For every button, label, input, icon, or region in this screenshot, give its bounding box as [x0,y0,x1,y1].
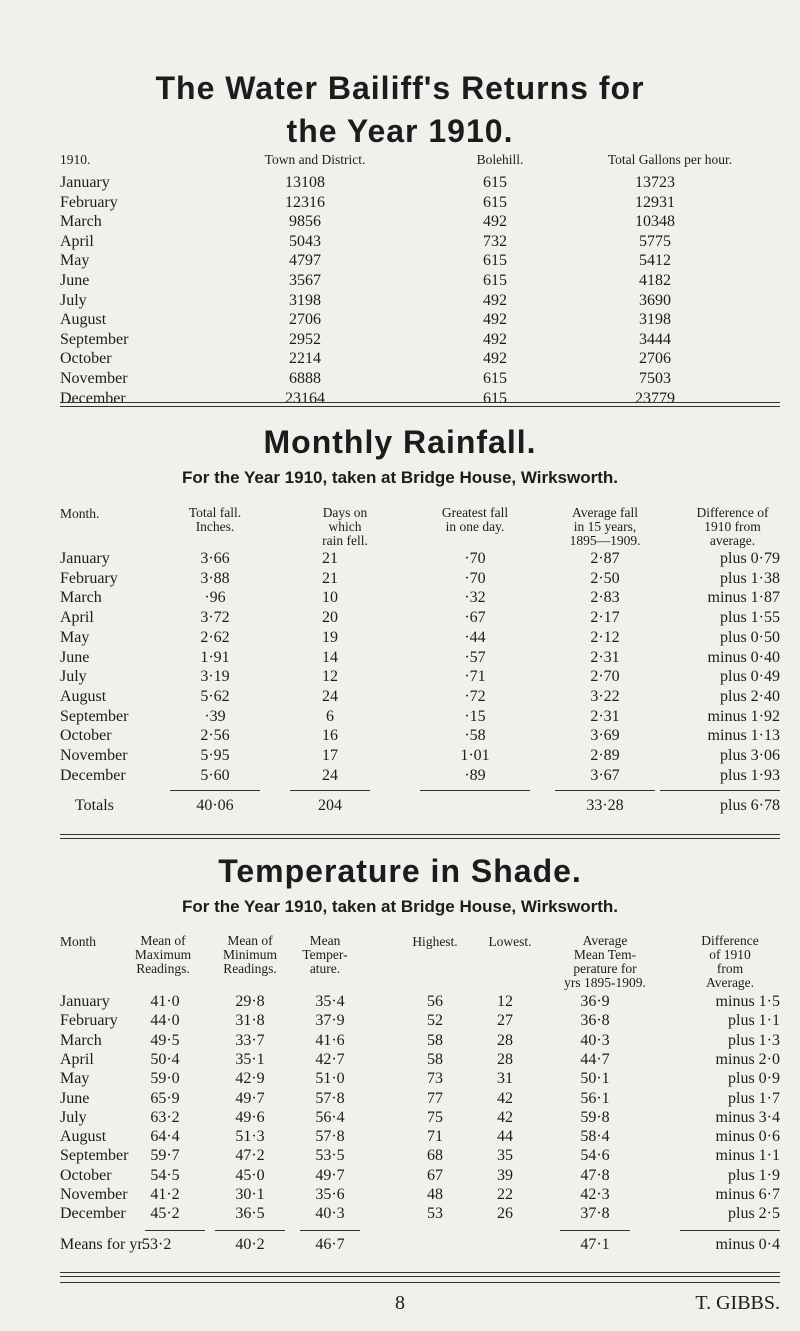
temperature-value: 28 [497,1031,513,1049]
temperature-value: 57·8 [315,1089,345,1107]
month-label: February [60,193,118,211]
rainfall-header: Total fall. Inches. [188,505,242,534]
rainfall-value: 14 [322,648,338,666]
temperature-header: Mean of Maximum Readings. [134,933,192,976]
month-label: November [60,747,128,764]
month-label: July [60,291,87,309]
temperature-value: 39 [497,1166,513,1184]
rainfall-value: 2·70 [590,668,620,686]
temperature-value: 30·1 [235,1186,265,1203]
water-value: 13723 [635,174,675,191]
temperature-value: 37·9 [315,1012,345,1030]
rainfall-value: minus 0·40 [707,648,780,666]
means-rule [145,1230,205,1231]
month-label: May [60,252,90,270]
rainfall-value: minus 1·13 [707,727,780,745]
temperature-value: 45·0 [235,1166,265,1184]
rainfall-value: 24 [322,687,338,705]
temperature-mean: 46·7 [315,1236,345,1253]
temperature-value: 67 [427,1166,443,1184]
temperature-value: 35·4 [315,993,345,1010]
rainfall-title: Monthly Rainfall. [263,424,537,460]
temperature-value: plus 1·9 [728,1166,780,1184]
rainfall-total: plus 6·78 [720,797,780,814]
water-title: The Water Bailiff's Returns for [155,70,645,106]
temperature-value: 56·1 [580,1089,610,1107]
month-label: November [60,370,128,387]
month-label: November [60,1186,128,1203]
temperature-value: 54·6 [580,1147,610,1165]
rainfall-value: ·44 [464,628,486,646]
water-value: 5043 [289,232,321,250]
temperature-value: 42·3 [580,1186,610,1203]
rainfall-value: 2·62 [200,628,230,646]
water-value: 6888 [289,370,321,387]
temperature-value: 47·2 [235,1147,265,1165]
temperature-value: 59·8 [580,1108,610,1126]
rainfall-value: 2·87 [590,550,620,567]
temperature-subtitle: For the Year 1910, taken at Bridge House, Wirksworth. [181,897,618,916]
rainfall-value: 1·91 [200,648,230,666]
temperature-value: 44·7 [580,1050,610,1068]
temperature-value: 52 [427,1012,443,1030]
temperature-value: 41·0 [150,993,180,1010]
temperature-value: 31·8 [235,1012,265,1030]
rainfall-value: 3·19 [200,668,230,686]
month-label: May [60,628,90,646]
water-value: 3567 [289,272,321,289]
month-label: April [60,232,94,250]
rainfall-total: 40·06 [196,797,234,814]
water-value: 615 [483,174,507,191]
water-value: 2214 [289,350,321,368]
temperature-value: 35·1 [235,1050,265,1068]
water-value: 2952 [289,330,321,348]
water-value: 5775 [639,232,671,250]
rainfall-value: 6 [326,707,334,725]
rainfall-value: plus 1·93 [720,766,780,784]
month-label: February [60,569,118,587]
water-value: 10348 [635,213,675,231]
rainfall-value: ·71 [464,668,486,686]
rainfall-value: ·96 [204,589,226,607]
temperature-header: Difference of 1910 from Average. [701,933,759,990]
water-value: 4797 [289,252,321,270]
temperature-mean: minus 0·4 [715,1236,780,1253]
temperature-value: 53 [427,1205,443,1223]
water-value: 2706 [289,311,321,329]
water-value: 3690 [639,291,671,309]
month-label: June [60,1089,90,1107]
month-label: May [60,1070,90,1088]
temperature-value: 36·5 [235,1205,265,1223]
rainfall-value: 2·89 [590,747,620,764]
temperature-value: 65·9 [150,1089,180,1107]
water-value: 3198 [289,291,321,309]
temperature-value: 75 [427,1108,443,1126]
water-header: 1910. [60,152,91,167]
water-value: 2706 [639,350,671,368]
temperature-value: 58 [427,1031,443,1049]
rainfall-value: plus 1·55 [720,609,780,627]
water-header: Bolehill. [476,152,524,167]
rainfall-value: 19 [322,628,338,646]
temperature-value: 41·6 [315,1031,345,1049]
water-value: 492 [483,330,507,348]
water-value: 5412 [639,252,671,270]
temperature-value: plus 1·7 [728,1089,780,1107]
month-label: September [60,707,129,725]
rainfall-value: 2·50 [590,569,620,587]
temperature-value: 29·8 [235,993,265,1010]
rainfall-value: ·32 [464,589,486,607]
rainfall-value: ·15 [464,707,486,725]
temperature-value: 12 [497,993,513,1010]
water-value: 492 [483,311,507,329]
rainfall-value: 5·62 [200,687,230,705]
water-subtitle: the Year 1910. [286,113,514,149]
rainfall-header: Greatest fall in one day. [441,505,509,534]
month-label: July [60,1108,87,1126]
rainfall-total: 33·28 [586,797,624,814]
month-label: August [60,687,107,705]
rainfall-value: 2·12 [590,628,620,646]
temperature-value: 40·3 [580,1031,610,1049]
temperature-value: plus 0·9 [728,1070,780,1088]
month-label: December [60,1205,126,1223]
water-value: 23164 [285,389,325,407]
rainfall-value: 3·66 [200,550,230,567]
month-label: June [60,648,90,666]
temperature-value: 50·1 [580,1070,610,1088]
month-label: September [60,1147,129,1165]
temperature-value: 59·7 [150,1147,180,1165]
temperature-value: 51·0 [315,1070,345,1088]
temperature-value: minus 0·6 [715,1128,780,1146]
temperature-title: Temperature in Shade. [218,853,582,889]
water-value: 492 [483,213,507,231]
month-label: August [60,311,107,329]
month-label: February [60,1012,118,1030]
rainfall-value: ·58 [464,727,486,745]
temperature-value: minus 1·1 [715,1147,780,1165]
rainfall-header: Difference of 1910 from average. [696,505,769,548]
rainfall-value: 3·88 [200,569,230,587]
water-header: Town and District. [264,152,366,167]
month-label: August [60,1128,107,1146]
temperature-value: minus 3·4 [715,1108,780,1126]
rainfall-value: 2·83 [590,589,620,607]
rainfall-value: 2·31 [590,648,620,666]
section-divider-extra [60,1282,780,1283]
rainfall-value: 21 [322,569,338,587]
means-rule [680,1230,780,1231]
temperature-value: 42 [497,1108,513,1126]
temperature-value: 49·7 [315,1166,345,1184]
temperature-value: 73 [427,1070,443,1088]
month-label: March [60,1031,102,1049]
temperature-value: 45·2 [150,1205,180,1223]
temperature-value: 28 [497,1050,513,1068]
rainfall-value: ·89 [464,766,486,784]
temperature-value: 64·4 [150,1128,180,1146]
rainfall-header: Month. [60,506,100,521]
rainfall-value: plus 3·06 [720,747,780,764]
water-value: 615 [483,370,507,387]
month-label: April [60,609,94,627]
rainfall-value: plus 0·50 [720,628,780,646]
temperature-value: 22 [497,1186,513,1203]
rainfall-value: 3·72 [200,609,230,627]
temperature-value: 35·6 [315,1186,345,1203]
rainfall-value: 2·17 [590,609,620,627]
total-rule [420,790,530,791]
rainfall-value: 5·95 [200,747,230,764]
rainfall-value: 1·01 [460,747,490,764]
temperature-value: 42·7 [315,1050,345,1068]
rainfall-subtitle: For the Year 1910, taken at Bridge House, Wirksworth. [181,468,618,487]
total-rule [555,790,655,791]
temperature-value: 44 [497,1128,513,1146]
temperature-value: plus 2·5 [728,1205,780,1223]
temperature-header: Month [60,934,97,949]
month-label: January [60,174,110,191]
water-value: 12316 [285,193,325,211]
temperature-value: 71 [427,1128,443,1146]
month-label: January [60,550,110,567]
total-rule [170,790,260,791]
water-value: 615 [483,389,507,407]
temperature-mean: 53·2 [142,1236,172,1253]
temperature-value: 58 [427,1050,443,1068]
water-value: 23779 [635,389,675,407]
rainfall-value: 3·22 [590,687,620,705]
temperature-mean: 40·2 [235,1236,265,1253]
water-value: 3444 [639,330,671,348]
rainfall-value: 20 [322,609,338,627]
month-label: March [60,213,102,231]
temperature-value: 56·4 [315,1108,345,1126]
temperature-value: plus 1·1 [728,1012,780,1030]
temperature-header: Highest. [412,934,458,949]
rainfall-header: Average fall in 15 years, 1895—1909. [569,505,641,548]
rainfall-total: 204 [318,797,342,814]
rainfall-value: minus 1·92 [707,707,780,725]
rainfall-value: ·70 [464,569,486,587]
temperature-value: 58·4 [580,1128,610,1146]
rainfall-value: 3·67 [590,766,620,784]
temperature-value: 42·9 [235,1070,265,1088]
temperature-value: 33·7 [235,1031,265,1049]
temperature-header: Mean Temper- ature. [302,933,348,976]
rainfall-value: 3·69 [590,727,620,745]
rainfall-value: 2·56 [200,727,230,745]
temperature-value: 59·0 [150,1070,180,1088]
temperature-header: Average Mean Tem- perature for yrs 1895-1909. [564,933,646,990]
author-signature: T. GIBBS. [695,1292,780,1314]
temperature-value: 54·5 [150,1166,180,1184]
month-label: October [60,1166,112,1184]
temperature-value: 36·8 [580,1012,610,1030]
temperature-value: plus 1·3 [728,1031,780,1049]
means-rule [300,1230,360,1231]
temperature-value: 49·7 [235,1089,265,1107]
rainfall-value: plus 0·49 [720,668,780,686]
month-label: December [60,766,126,784]
temperature-value: minus 6·7 [715,1186,780,1203]
temperature-header: Mean of Minimum Readings. [222,933,277,976]
month-label: March [60,589,102,607]
rainfall-value: ·72 [464,687,486,705]
rainfall-value: 24 [322,766,338,784]
temperature-value: 37·8 [580,1205,610,1223]
rainfall-value: 17 [322,747,338,764]
temperature-value: 77 [427,1089,443,1107]
rainfall-value: plus 2·40 [720,687,780,705]
month-label: October [60,727,112,745]
rainfall-value: 16 [322,727,338,745]
totals-label: Totals [75,797,114,814]
water-value: 615 [483,193,507,211]
temperature-value: minus 1·5 [715,993,780,1010]
temperature-value: 56 [427,993,443,1010]
water-value: 4182 [639,272,671,289]
water-value: 7503 [639,370,671,387]
water-value: 732 [483,232,507,250]
month-label: June [60,272,90,289]
rainfall-value: plus 0·79 [720,550,780,567]
month-label: October [60,350,112,368]
rainfall-value: 21 [322,550,338,567]
water-value: 615 [483,272,507,289]
month-label: December [60,389,126,407]
section-divider [60,1272,780,1277]
temperature-value: 57·8 [315,1128,345,1146]
temperature-header: Lowest. [488,934,532,949]
total-rule [660,790,780,791]
temperature-value: 48 [427,1186,443,1203]
section-divider [60,402,780,407]
temperature-value: minus 2·0 [715,1050,780,1068]
month-label: July [60,668,87,686]
means-rule [215,1230,285,1231]
rainfall-value: 2·31 [590,707,620,725]
temperature-value: 35 [497,1147,513,1165]
temperature-value: 53·5 [315,1147,345,1165]
rainfall-value: minus 1·87 [707,589,780,607]
water-value: 9856 [289,213,321,231]
month-label: April [60,1050,94,1068]
temperature-value: 27 [497,1012,513,1030]
temperature-mean: 47·1 [580,1236,610,1253]
rainfall-value: ·39 [204,707,226,725]
temperature-value: 51·3 [235,1128,265,1146]
temperature-value: 50·4 [150,1050,180,1068]
water-header: Total Gallons per hour. [607,152,733,167]
water-value: 492 [483,350,507,368]
water-value: 492 [483,291,507,309]
means-label: Means for yr. [60,1236,146,1253]
temperature-value: 26 [497,1205,513,1223]
rainfall-header: Days on which rain fell. [322,505,368,548]
temperature-value: 36·9 [580,993,610,1010]
rainfall-value: ·57 [464,648,486,666]
temperature-value: 49·6 [235,1108,265,1126]
temperature-value: 63·2 [150,1108,180,1126]
rainfall-value: ·67 [464,609,486,627]
temperature-value: 47·8 [580,1166,610,1184]
month-label: January [60,993,110,1010]
temperature-value: 49·5 [150,1031,180,1049]
section-divider [60,834,780,839]
temperature-value: 41·2 [150,1186,180,1203]
water-value: 12931 [635,193,675,211]
rainfall-value: 5·60 [200,766,230,784]
water-value: 3198 [639,311,671,329]
month-label: September [60,330,129,348]
means-rule [560,1230,630,1231]
rainfall-value: 12 [322,668,338,686]
temperature-value: 31 [497,1070,513,1088]
water-value: 615 [483,252,507,270]
temperature-value: 44·0 [150,1012,180,1030]
rainfall-value: ·70 [464,550,486,567]
total-rule [290,790,370,791]
rainfall-value: 10 [322,589,338,607]
temperature-value: 42 [497,1089,513,1107]
rainfall-value: plus 1·38 [720,569,780,587]
temperature-value: 40·3 [315,1205,345,1223]
water-value: 13108 [285,174,325,191]
page-number: 8 [395,1292,405,1314]
temperature-value: 68 [427,1147,443,1165]
